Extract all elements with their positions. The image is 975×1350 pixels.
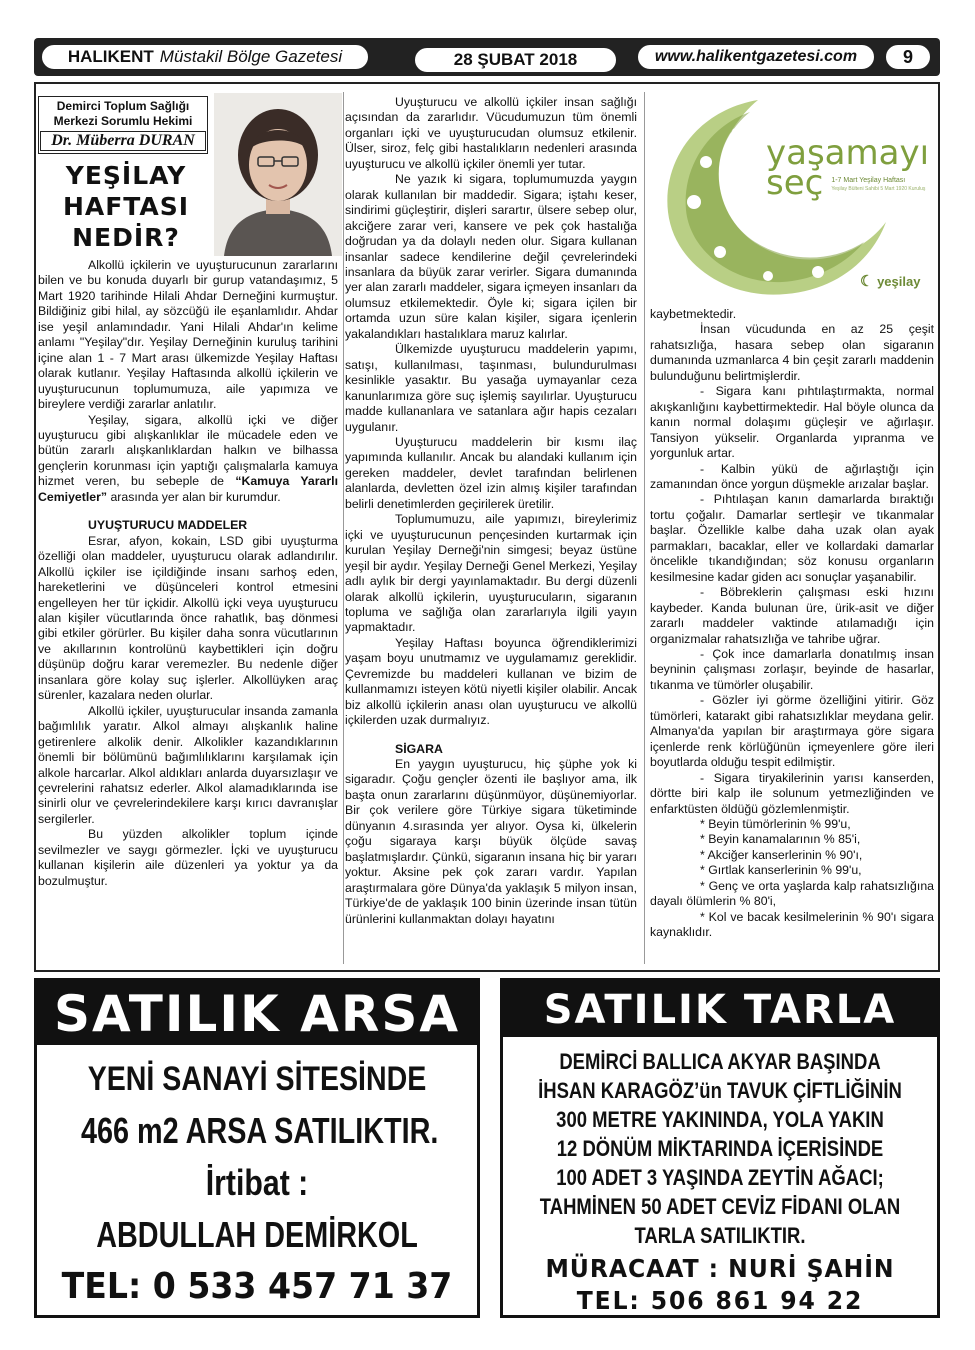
author-name: Dr. Müberra DURAN bbox=[40, 131, 206, 151]
list-item: * Beyin kanamalarının % 85'i, bbox=[700, 832, 861, 847]
ad-tarla-line: DEMİRCİ BALLICA AKYAR BAŞINDA bbox=[559, 1049, 881, 1074]
section-heading: UYUŞTURUCU MADDELER bbox=[88, 518, 248, 533]
paragraph: Ülkemizde uyuşturucu maddelerin yapımı, satışı, kullanılması, taşınması, bulundurulması kesinlikle yasaktır. Bu yasağa uymayanlar ceza kanunlarımıza göre suç işlemiş sayılırlar. Uyuşturucu madde kullananlara ve satanlara ağır hapis cezaları uygulanır. bbox=[345, 342, 637, 434]
paragraph: Uyuşturucu ve alkollü içkiler insan sağlığı açısından da zararlıdır. Vücudumuzun tüm önemli organları içki ve uyuşturucudan olumsuz etkilenir. Ülser, siroz, felç gibi hastalıkların nedenleri arasında uyuşturucu ve alkollü içkiler önemli yer tutar. bbox=[345, 95, 637, 171]
paragraph: Yeşilay Haftası boyunca öğrendiklerimizi yaşam boyu unutmamız ve uygulamamız gereklidir. Çevremizde bu maddeleri kullanan ve bizim de kullanmamızı isteyen kötü niyetli kişiler olabilir. Ancak biz alkollü içkilerin anası olan uyuşturucu ve alkollü içkilerden uzak durmalıyız. bbox=[345, 635, 637, 728]
masthead-title bbox=[40, 43, 370, 71]
paragraph: - Sigara kanı pıhtılaştırmakta, normal akışkanlığını kaybettirmektedir. Hal böyle olunca da kanın normal dolaşımı güçleşir ve ağırlaşır. Tansiyon yükselir. Organlarda yıpranma ve yorgunluk artar. bbox=[650, 384, 934, 461]
ad-arsa-line: İrtibat : bbox=[205, 1162, 309, 1203]
ad-tarla-line: 300 METRE YAKININDA, YOLA YAKIN bbox=[556, 1107, 884, 1132]
paragraph: Ne yazık ki sigara, toplumumuzda yaygın olarak kullanılan bir maddedir. Sigara; iştahı keser, sindirimi güçleştirir, dişleri sarartır, ülsere sebep olur, akciğere zarar veri, kansere ve pek çok hastalığa doğrudan ya da dolaylı neden olur. Sigara kullanan insanlar sadece kendilerine değil çevrelerindeki insanlara da büyük zarar verirler. Sigara dumanında yer alan zararlı maddeler, sigara içmeyen insanları da olumsuz etkilemektedir. Öyle ki; sigara içilen bir ortamda uzun süre kalan kişiler, sigara içenlerin yakalandıkları hastalıklara maruz kalırlar. bbox=[345, 172, 637, 341]
brand-subtitle: Müstakil Bölge Gazetesi bbox=[159, 47, 343, 66]
paragraph: - Kalbin yükü de ağırlaştığı için zamanından önce yorgun düşmekle arızalar başlar. bbox=[650, 461, 934, 491]
list-item: * Akciğer kanserlerinin % 90'ı, bbox=[700, 847, 863, 862]
yesilay-logo: ☾ yeşilay bbox=[860, 273, 921, 290]
paragraph: Alkollü içkiler, uyuşturucular insanda zamanla bağımlılık yaratır. Alkol almayı alışkanlık haline getirenlere alkolik denir. Alkolikler kazandıklarının önemli bir bölümünü bağımlılıklarını karşılamak için alkole harcarlar. Alkol aldıkları anlarda duyarsızlaşır ve çevrelerini rahatsız ederler. Alkol alamadıklarında ise sinirli olur ve çevrelerindekilere karşı kırıcı davranışlar sergilerler. bbox=[38, 703, 338, 826]
ad-fine-print: Yeşilay Bülteni Sahibi 5 Mart 1920 Kuruluş bbox=[831, 186, 926, 192]
ad-arsa-line: YENİ SANAYİ SİTESİNDE bbox=[87, 1060, 427, 1098]
list-item: * Kol ve bacak kesilmelerinin % 90'ı sigara kaynaklıdır. bbox=[650, 909, 934, 940]
paragraph: - Sigara tiryakilerinin yarısı kanserden, dörtte biri kalp ile solunum yetmezliğinden ve enfarktüsten öldüğü gözlemlenmiştir. bbox=[650, 770, 934, 816]
ad-arsa-title: SATILIK ARSA bbox=[37, 981, 477, 1045]
author-org: Demirci Toplum Sağlığı bbox=[56, 99, 190, 113]
issue-date: 28 ŞUBAT 2018 bbox=[413, 46, 618, 74]
yesilay-week-ad bbox=[650, 92, 934, 307]
title-line-1: YEŞİLAY bbox=[65, 161, 187, 190]
paragraph: Toplumumuzu, aile yapımızı, bireylerimiz içki ve uyuşturucunun pençesinden kurtarmak için kurulan Yeşilay Derneği'nin simgesi; beyaz üstüne yeşil bir aydır. Yeşilay Derneği Genel Merkezi, Yeşilay adlı aylık bir dergi yayınlamaktadır. Bu dergi düzenli olarak alkollü içkilerin, uyuşturucuların, sigaranın topluma ve sağlığa olan zararlarıyla ilgili yayın yapmaktadır. bbox=[345, 512, 637, 635]
column-rule bbox=[644, 92, 645, 964]
paragraph: - Çok ince damarlarla donatılmış insan beyninin çalışması zorlaşır, beyinde de hasarlar, tıkanma ve tümörler oluşabilir. bbox=[650, 646, 934, 692]
author-photo bbox=[214, 93, 342, 256]
paragraph: kaybetmektedir. bbox=[650, 307, 737, 321]
ad-arsa-line: 466 m2 ARSA SATILIKTIR. bbox=[81, 1110, 439, 1151]
title-line-2: HAFTASI bbox=[62, 192, 190, 221]
website-url[interactable]: www.halikentgazetesi.com bbox=[636, 43, 876, 71]
paragraph: - Böbreklerin çalışması eski hızını kaybeder. Kanda bulunan üre, ürik-asit ve diğer zararlı maddeler vaktinde atılamadığı için organizmalar rahatsızlığa ve tahribe uğrar. bbox=[650, 585, 934, 646]
list-item: * Genç ve orta yaşlarda kalp rahatsızlığına dayalı ölümlerin % 80'i, bbox=[650, 878, 934, 909]
ad-tarla-line: 12 DÖNÜM MİKTARINDA İÇERİSİNDE bbox=[556, 1136, 884, 1161]
ad-tarla-contact: MÜRACAAT : NURİ ŞAHİN bbox=[545, 1254, 895, 1283]
bold-phrase: “Kamuya Yararlı Cemiyetler” bbox=[38, 474, 338, 504]
title-line-3: NEDİR? bbox=[72, 223, 180, 252]
ad-arsa-contact: ABDULLAH DEMİRKOL bbox=[96, 1214, 418, 1255]
list-item: * Beyin tümörlerinin % 99'u, bbox=[700, 816, 851, 831]
ad-satilik-tarla bbox=[500, 978, 940, 1318]
paragraph: - Pıhtılaşan kanın damarlarda bıraktığı tortu çoğalır. Damarlar sertleşir ve tıkanmalar başlar. Özellikle kalbe daha uzak olan ayak parmakları, bacaklar, eller ve kollardaki damarlar öncelikle tıkandığından; söz konusu organların kesilmesine kadar giden acı sonuçlar yaşanabilir. bbox=[650, 492, 934, 584]
ad-tarla-line: 100 ADET 3 YAŞINDA ZEYTİN AĞACI; bbox=[556, 1165, 884, 1190]
page-number: 9 bbox=[884, 43, 932, 71]
ad-tarla-body bbox=[503, 1047, 937, 1316]
paragraph: Uyuşturucu maddelerin bir kısmı ilaç yapımında kullanılır. Ancak bu alandaki kullanım için gereken maddeler, devlet tarafından belirlenen alanlarda, devletten özel izin almış kişiler tarafından belirli denetimlerden geçirilerek üretilir. bbox=[345, 434, 637, 511]
ad-week-dates: 1-7 Mart Yeşilay Haftası bbox=[831, 177, 906, 184]
paragraph: Esrar, afyon, kokain, LSD gibi uyuşturma özelliği olan maddeler, uyuşturucu olarak adlandırılır. Alkollü içkiler ise içildiğinde insanı sarhoş eden, hareketlerini ve düşünceleri kontrol etmesini engelleyen her tür içkidir. Alkollü içki veya uyuşturucu alan kişiler vücutlarında önce rahatlık, baş dönmesi gibi etkiler görürler. Bu kişiler daha sonra vücutlarının ve akıllarının kontrolünü kaybettikleri için doğru düşünüp doğru karar veremezler. Bu nedenle diğer insanlara göre kolay suç işlerler. Alkollüyken araç sürenler, kazalara neden olurlar. bbox=[38, 533, 338, 703]
ad-slogan: yaşamayı seç 1-7 Mart Yeşilay Haftası Yeşilay Bülteni Sahibi 5 Mart 1920 Kuruluş bbox=[766, 133, 930, 203]
ad-tarla-line: TARLA SATILIKTIR. bbox=[634, 1223, 806, 1248]
ad-tarla-line: TAHMİNEN 50 ADET CEVİZ FİDANI OLAN bbox=[539, 1194, 901, 1219]
paragraph: En yaygın uyuşturucu, hiç şüphe yok ki sigaradır. Çoğu gençler özenti ile başlıyor ama, ilk başta onun zararlarını düşünmüyor, düşünemiyorlar. Bir çok verilere göre Türkiye sigara tüketiminde dünyanın 4.sırasında yer alıyor. Oysa ki, ülkelerin çoğu sigaraya karşı büyük ölçüde savaş başlatmışlardır. Çünkü, sigaranın insana hiç bir yararı yoktur. Aksine pek çok zararı vardır. Yapılan araştırmalara göre Dünya'da yaklaşık 5 milyon insan, Türkiye'de de yaklaşık 100 binin üzerinde insan tütün ürünlerini kullanmaktan dolayı hayatını bbox=[345, 757, 637, 926]
article-title bbox=[38, 160, 214, 253]
article-column-1 bbox=[38, 258, 338, 889]
brand-name: HALIKENT bbox=[67, 47, 154, 66]
paragraph: Alkollü içkilerin ve uyuşturucunun zararlarını bilen ve bu konuda duyarlı bir gurup vatandaşımız, 5 Mart 1920 tarihinde Hilali Ahdar Derneğini kurmuştur. Bildiğiniz gibi hilal, ay sözcüğü ile eşanlamlıdır. Ahdar ise yeşil anlamındadır. Yani Hilali Ahdar'ın kelime anlamı "Yeşilay"dır. Yeşilay Derneğinin kuruluş tarihini içine alan 1 - 7 Mart arası ülkemizde Yeşilay Haftası olarak kutlanır. Yeşilay Haftasında alkollü içkilerin ve uyuşturucunun toplumumuza, aile yapımıza ve bireylere verdiği zararlar anlatılır. bbox=[38, 258, 338, 412]
ad-arsa-phone[interactable]: TEL: 0 533 457 71 37 bbox=[61, 1266, 453, 1307]
list-item: * Gırtlak kanserlerinin % 99'u, bbox=[700, 863, 862, 878]
ad-tarla-phone[interactable]: TEL: 506 861 94 22 bbox=[576, 1286, 864, 1315]
paragraph: Bu yüzden alkolikler toplum içinde sevilmezler ve saygı görmezler. İçki ve uyuşturucu kullanan kişilerin aile düzenleri ya yoktur ya da bozulmuştur. bbox=[38, 827, 338, 888]
section-heading: SİGARA bbox=[395, 741, 443, 756]
paragraph: - Gözler iyi görme özelliğini yitirir. Göz tümörleri, katarakt gibi rahatsızlıklar meydana gelir. Almanya'da yapılan bir araştırmaya göre sigara içenlerde renk körlüğünün içmeyenlere göre ileri boyutlarda olduğu tespit edilmiştir. bbox=[650, 693, 934, 770]
ad-tarla-title: SATILIK TARLA bbox=[503, 981, 937, 1037]
column-rule bbox=[343, 92, 344, 964]
author-org-line2: Merkezi Sorumlu Hekimi bbox=[53, 114, 193, 128]
paragraph: Yeşilay, sigara, alkollü içki ve diğer uyuşturucu gibi alışkanlıklar ile mücadele eden ve bütün zararlı alışkanlıklardan halkın ve bilhassa gençlerin korunması için yaptığı çalışmalarla kamuya hizmet veren, bu sebeple de “Kamuya Yararlı Cemiyetler” arasında yer alan bir kurumdur. bbox=[38, 412, 338, 504]
paragraph: İnsan vücudunda en az 25 çeşit rahatsızlığa, hasara sebep olan sigaranın dumanında uzmanlarca 4 bin çeşit zararlı maddenin bulunduğunu belirtmişlerdir. bbox=[650, 322, 934, 383]
ad-satilik-arsa bbox=[34, 978, 480, 1318]
article-column-2 bbox=[345, 95, 637, 927]
article-column-3 bbox=[650, 307, 934, 941]
author-box bbox=[38, 96, 208, 154]
ad-tarla-line: İHSAN KARAGÖZ’ün TAVUK ÇİFTLİĞİNİN bbox=[538, 1078, 902, 1103]
